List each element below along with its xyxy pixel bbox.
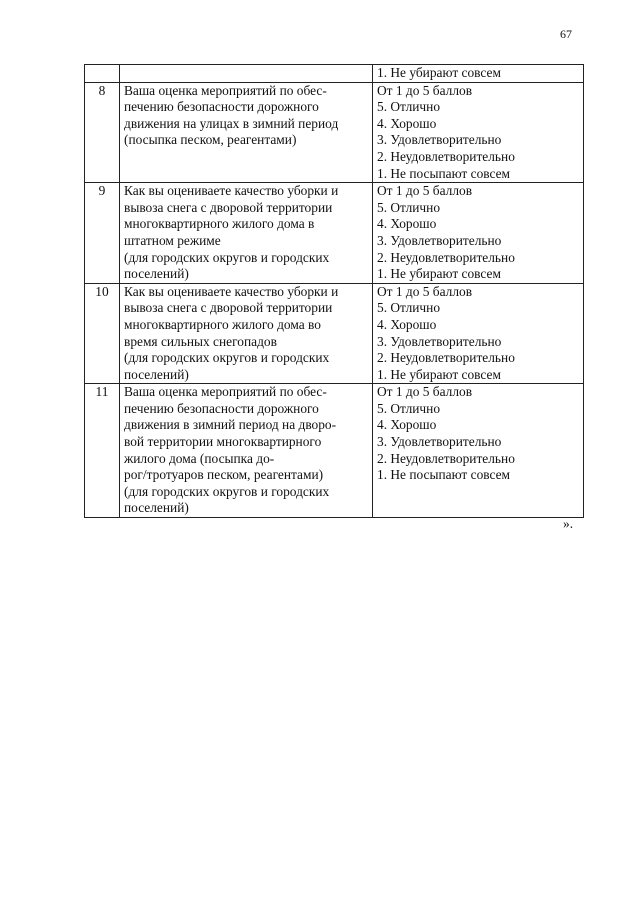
question-cell (120, 183, 373, 284)
question-text-line: вой территории многоквартирного (124, 434, 322, 450)
question-text-line: рог/тротуаров песком, реагентами) (124, 467, 324, 483)
question-text-line: многоквартирного жилого дома в (124, 216, 315, 232)
question-text-line: (для городских округов и городских (124, 350, 330, 366)
answer-option: 5. Отлично (377, 99, 441, 115)
answer-option: 2. Неудовлетворительно (377, 450, 515, 466)
table-row-11 (85, 384, 584, 518)
question-text-line: многоквартирного жилого дома во (124, 316, 321, 332)
answer-option: 5. Отлично (377, 199, 441, 215)
answer-option: 5. Отлично (377, 400, 441, 416)
survey-table (84, 64, 584, 518)
answer-scale-label: От 1 до 5 баллов (377, 82, 473, 98)
question-text-line: печению безопасности дорожного (124, 99, 319, 115)
answer-scale-label: От 1 до 5 баллов (377, 183, 473, 199)
question-text-line: вывоза снега с дворовой территории (124, 199, 333, 215)
question-cell (120, 65, 373, 83)
row-number: 9 (85, 183, 120, 284)
question-text-line: (для городских округов и городских (124, 249, 330, 265)
question-text-line: Ваша оценка мероприятий по обес- (124, 82, 327, 98)
answer-option: 3. Удовлетворительно (377, 232, 502, 248)
question-text-line: Как вы оцениваете качество уборки и (124, 183, 339, 199)
question-cell (120, 384, 373, 518)
question-text-line: поселений) (124, 366, 189, 382)
question-text-line: поселений) (124, 500, 189, 516)
answer-cell (373, 183, 584, 284)
question-text-line: движения в зимний период на дворо- (124, 417, 337, 433)
question-cell (120, 283, 373, 384)
row-number (85, 65, 120, 83)
row-number: 10 (85, 283, 120, 384)
question-text-line: время сильных снегопадов (124, 333, 277, 349)
answer-option: 5. Отлично (377, 300, 441, 316)
answer-cell (373, 82, 584, 183)
question-text-line: печению безопасности дорожного (124, 400, 319, 416)
table-row-8 (85, 82, 584, 183)
question-text-line: (для городских округов и городских (124, 483, 330, 499)
answer-option: 2. Неудовлетворительно (377, 148, 515, 164)
question-text-line: Как вы оцениваете качество уборки и (124, 283, 339, 299)
question-text-line: поселений) (124, 266, 189, 282)
answer-option: 4. Хорошо (377, 216, 437, 232)
question-text-line: движения на улицах в зимний период (124, 115, 339, 131)
row-number: 11 (85, 384, 120, 518)
answer-option: 2. Неудовлетворительно (377, 249, 515, 265)
answer-option: 4. Хорошо (377, 115, 437, 131)
answer-option: 1. Не убирают совсем (377, 266, 501, 282)
table-row-9 (85, 183, 584, 284)
table-row-carryover (85, 65, 584, 83)
closing-quote-mark: ». (563, 516, 574, 531)
answer-option: 1. Не убирают совсем (377, 366, 501, 382)
answer-cell (373, 384, 584, 518)
answer-option: 1. Не посыпают совсем (377, 165, 511, 181)
answer-option: 3. Удовлетворительно (377, 434, 502, 450)
question-text-line: штатном режиме (124, 232, 221, 248)
answer-option: 2. Неудовлетворительно (377, 350, 515, 366)
question-text-line: вывоза снега с дворовой территории (124, 300, 333, 316)
answer-option: 1. Не посыпают совсем (377, 467, 511, 483)
answer-option: 4. Хорошо (377, 417, 437, 433)
answer-scale-label: От 1 до 5 баллов (377, 283, 473, 299)
answer-option: 3. Удовлетворительно (377, 132, 502, 148)
answer-scale-label: От 1 до 5 баллов (377, 384, 473, 400)
table-row-10 (85, 283, 584, 384)
question-cell (120, 82, 373, 183)
row-number: 8 (85, 82, 120, 183)
answer-cell (373, 65, 584, 83)
question-text-line: (посыпка песком, реагентами) (124, 132, 297, 148)
page-number: 67 (560, 27, 572, 41)
question-text-line: Ваша оценка мероприятий по обес- (124, 384, 327, 400)
answer-option: 3. Удовлетворительно (377, 333, 502, 349)
answer-option: 4. Хорошо (377, 316, 437, 332)
answer-cell (373, 283, 584, 384)
answer-option: 1. Не убирают совсем (377, 65, 501, 80)
question-text-line: жилого дома (посыпка до- (124, 450, 275, 466)
